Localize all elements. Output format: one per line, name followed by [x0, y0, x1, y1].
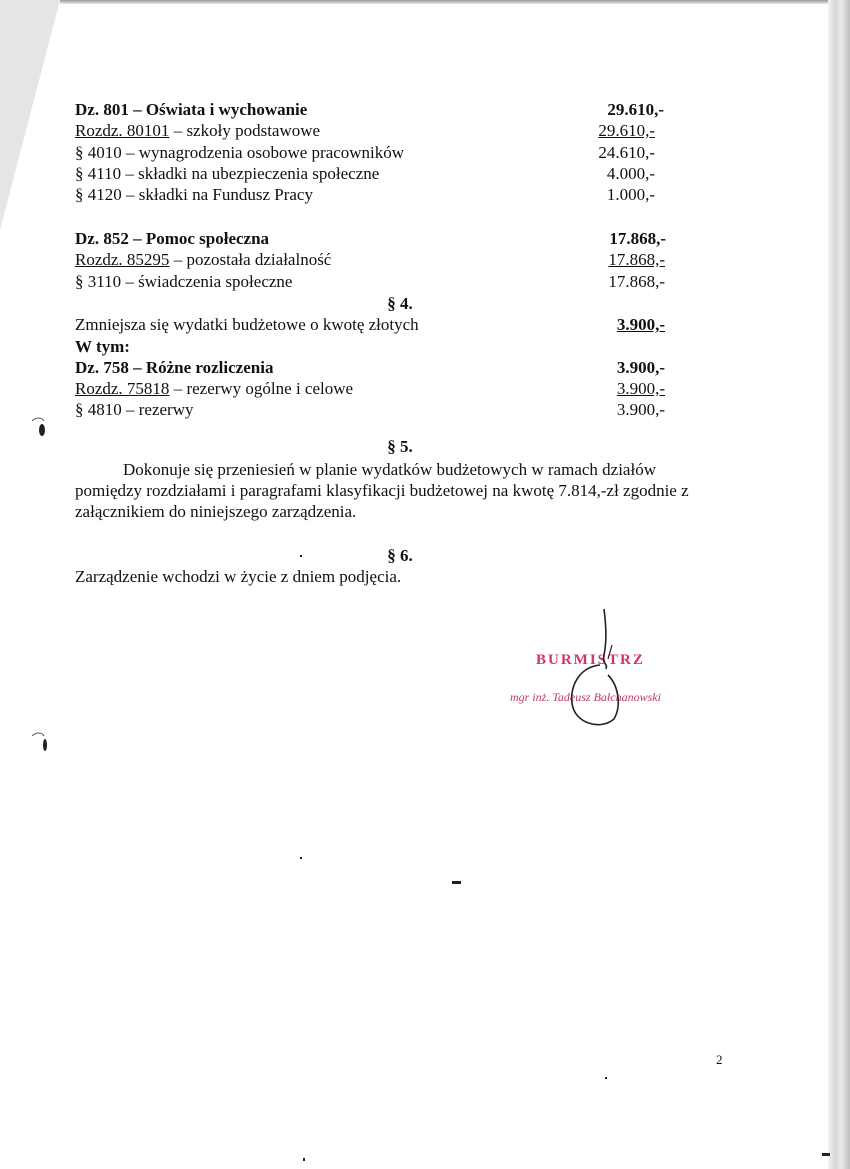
scan-speck [300, 857, 302, 859]
scan-speck [605, 1077, 607, 1079]
paragraph-5-body [75, 459, 725, 522]
par-4010-amount: 24.610,- [598, 143, 655, 162]
paragraph-6-text: Zarządzenie wchodzi w życie z dniem podjęcia. [75, 567, 402, 586]
paragraph-4-intro-amount: 3.900,- [616, 315, 665, 334]
scan-speck [303, 1158, 305, 1161]
par-4110-label: § 4110 – składki na ubezpieczenia społeczne [75, 164, 380, 183]
rozdz-85295-code: Rozdz. 85295 [75, 250, 170, 269]
section-852-amount: 17.868,- [609, 229, 666, 248]
scan-shadow-left [0, 0, 60, 230]
par-3110-amount: 17.868,- [608, 272, 665, 291]
par-3110-label: § 3110 – świadczenia społeczne [75, 272, 293, 291]
par-4110-amount: 4.000,- [606, 164, 655, 183]
punch-hole-mark-lower [30, 730, 50, 754]
rozdz-75818-label: – rezerwy ogólne i celowe [169, 379, 354, 398]
section-758-heading: Dz. 758 – Różne rozliczenia [75, 358, 274, 377]
par-4810-amount: 3.900,- [616, 400, 665, 419]
paragraph-4-heading: § 4. [387, 294, 413, 313]
paragraph-5-text: Dokonuje się przeniesień w planie wydatków budżetowych w ramach działów pomiędzy rozdziałami i paragrafami klasyfikacji budżetowej na kwotę 7.814,-zł zgodnie z załącznikiem do niniejszego zarządzenia. [75, 460, 689, 521]
punch-hole-mark-upper [30, 415, 50, 439]
paragraph-6-heading: § 6. [387, 546, 413, 565]
par-4120-label: § 4120 – składki na Fundusz Pracy [75, 185, 313, 204]
paragraph-4-intro: Zmniejsza się wydatki budżetowe o kwotę złotych [75, 315, 419, 334]
stamp-name: mgr inż. Tadeusz Bałchanowski [510, 690, 661, 704]
section-758-amount: 3.900,- [616, 358, 665, 377]
rozdz-80101-label: – szkoły podstawowe [169, 121, 321, 140]
scan-speck [452, 881, 461, 884]
rozdz-85295-row [75, 250, 331, 270]
rozdz-80101-code: Rozdz. 80101 [75, 121, 170, 140]
rozdz-80101-row [75, 121, 320, 141]
paragraph-4-wtym: W tym: [75, 337, 130, 356]
par-4810-label: § 4810 – rezerwy [75, 400, 194, 419]
rozdz-85295-label: – pozostała działalność [169, 250, 332, 269]
par-4010-label: § 4010 – wynagrodzenia osobowe pracowników [75, 143, 405, 162]
section-852-heading: Dz. 852 – Pomoc społeczna [75, 229, 270, 248]
rozdz-75818-row [75, 379, 353, 399]
scan-edge-right [828, 0, 850, 1169]
page-number: 2 [716, 1052, 723, 1067]
section-801-amount: 29.610,- [607, 100, 664, 119]
stamp-title: BURMISTRZ [536, 652, 645, 668]
rozdz-85295-amount: 17.868,- [608, 250, 665, 269]
section-801-heading: Dz. 801 – Oświata i wychowanie [75, 100, 308, 119]
rozdz-75818-code: Rozdz. 75818 [75, 379, 170, 398]
scan-speck [822, 1153, 830, 1156]
handwritten-signature [560, 605, 630, 735]
paragraph-5-heading: § 5. [387, 437, 413, 456]
scan-edge-top [60, 0, 828, 4]
rozdz-80101-amount: 29.610,- [598, 121, 655, 140]
scan-speck [300, 555, 302, 557]
par-4120-amount: 1.000,- [606, 185, 655, 204]
rozdz-75818-amount: 3.900,- [616, 379, 665, 398]
